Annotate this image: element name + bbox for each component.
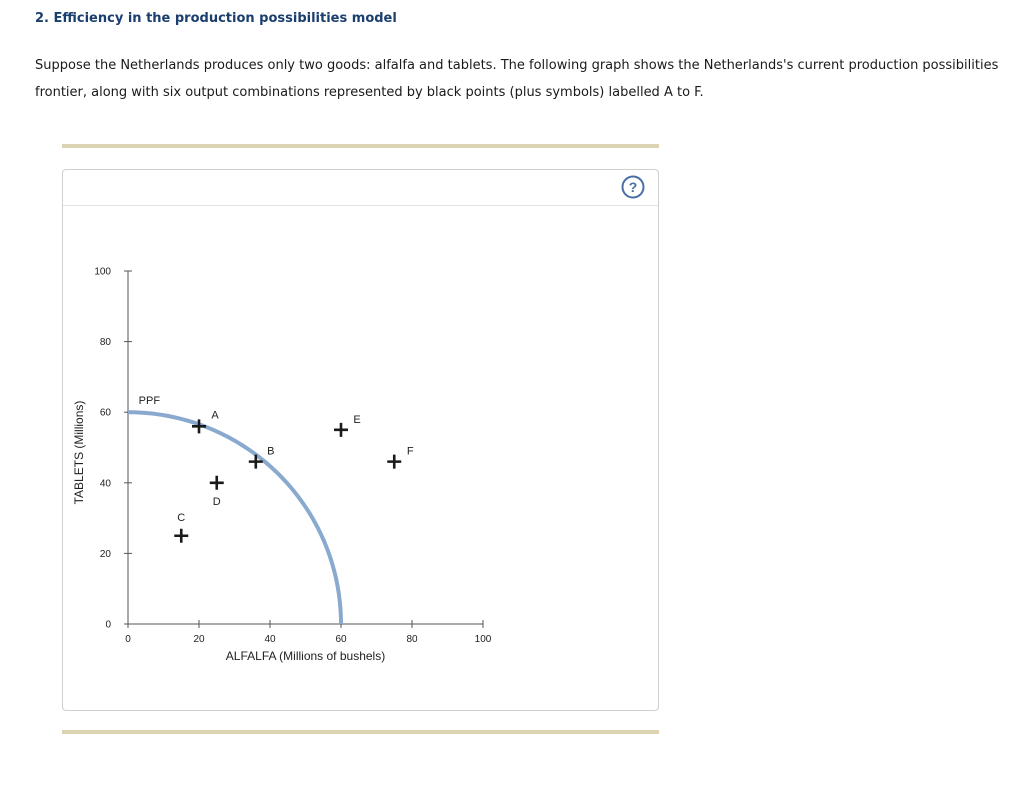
- point-d: [210, 476, 224, 490]
- y-tick-label: 100: [94, 266, 111, 278]
- y-axis-title: TABLETS (Millions): [72, 400, 86, 505]
- point-label-a: A: [211, 409, 219, 422]
- top-divider: [62, 144, 659, 148]
- question-title: 2. Efficiency in the production possibilities model: [35, 11, 397, 26]
- x-tick-label: 40: [264, 634, 276, 645]
- ppf-chart: [63, 170, 658, 710]
- y-tick-label: 60: [99, 407, 111, 419]
- point-label-f: F: [406, 445, 414, 458]
- x-axis-title: ALFALFA (Millions of bushels): [225, 649, 386, 663]
- bottom-divider: [62, 730, 659, 734]
- x-tick-label: 20: [193, 634, 205, 645]
- x-tick-label: 80: [406, 634, 418, 645]
- point-f: [387, 455, 401, 469]
- y-tick-label: 0: [105, 619, 111, 631]
- x-tick-label: 60: [335, 634, 347, 645]
- y-tick-label: 40: [99, 478, 111, 490]
- ppf-curve: [128, 412, 341, 624]
- point-label-e: E: [353, 413, 361, 426]
- intro-line-2: frontier, along with six output combinations represented by black points (plus symbols) labelled A to F.: [35, 85, 704, 100]
- y-tick-label: 20: [99, 548, 111, 560]
- x-tick-label: 0: [125, 634, 131, 645]
- point-c: [174, 529, 188, 543]
- point-label-c: C: [177, 511, 186, 524]
- ppf-label: PPF: [138, 395, 161, 408]
- question-intro: [35, 52, 1024, 106]
- intro-line-1: Suppose the Netherlands produces only two goods: alfalfa and tablets. The following graph shows the Netherlands's current production possibilities: [35, 58, 999, 73]
- point-label-d: D: [212, 495, 221, 508]
- question-mark-icon: ?: [628, 179, 638, 195]
- graph-panel: [62, 169, 659, 711]
- y-tick-label: 80: [99, 337, 111, 349]
- point-label-b: B: [267, 445, 275, 458]
- point-e: [334, 423, 348, 437]
- x-tick-label: 100: [474, 634, 492, 645]
